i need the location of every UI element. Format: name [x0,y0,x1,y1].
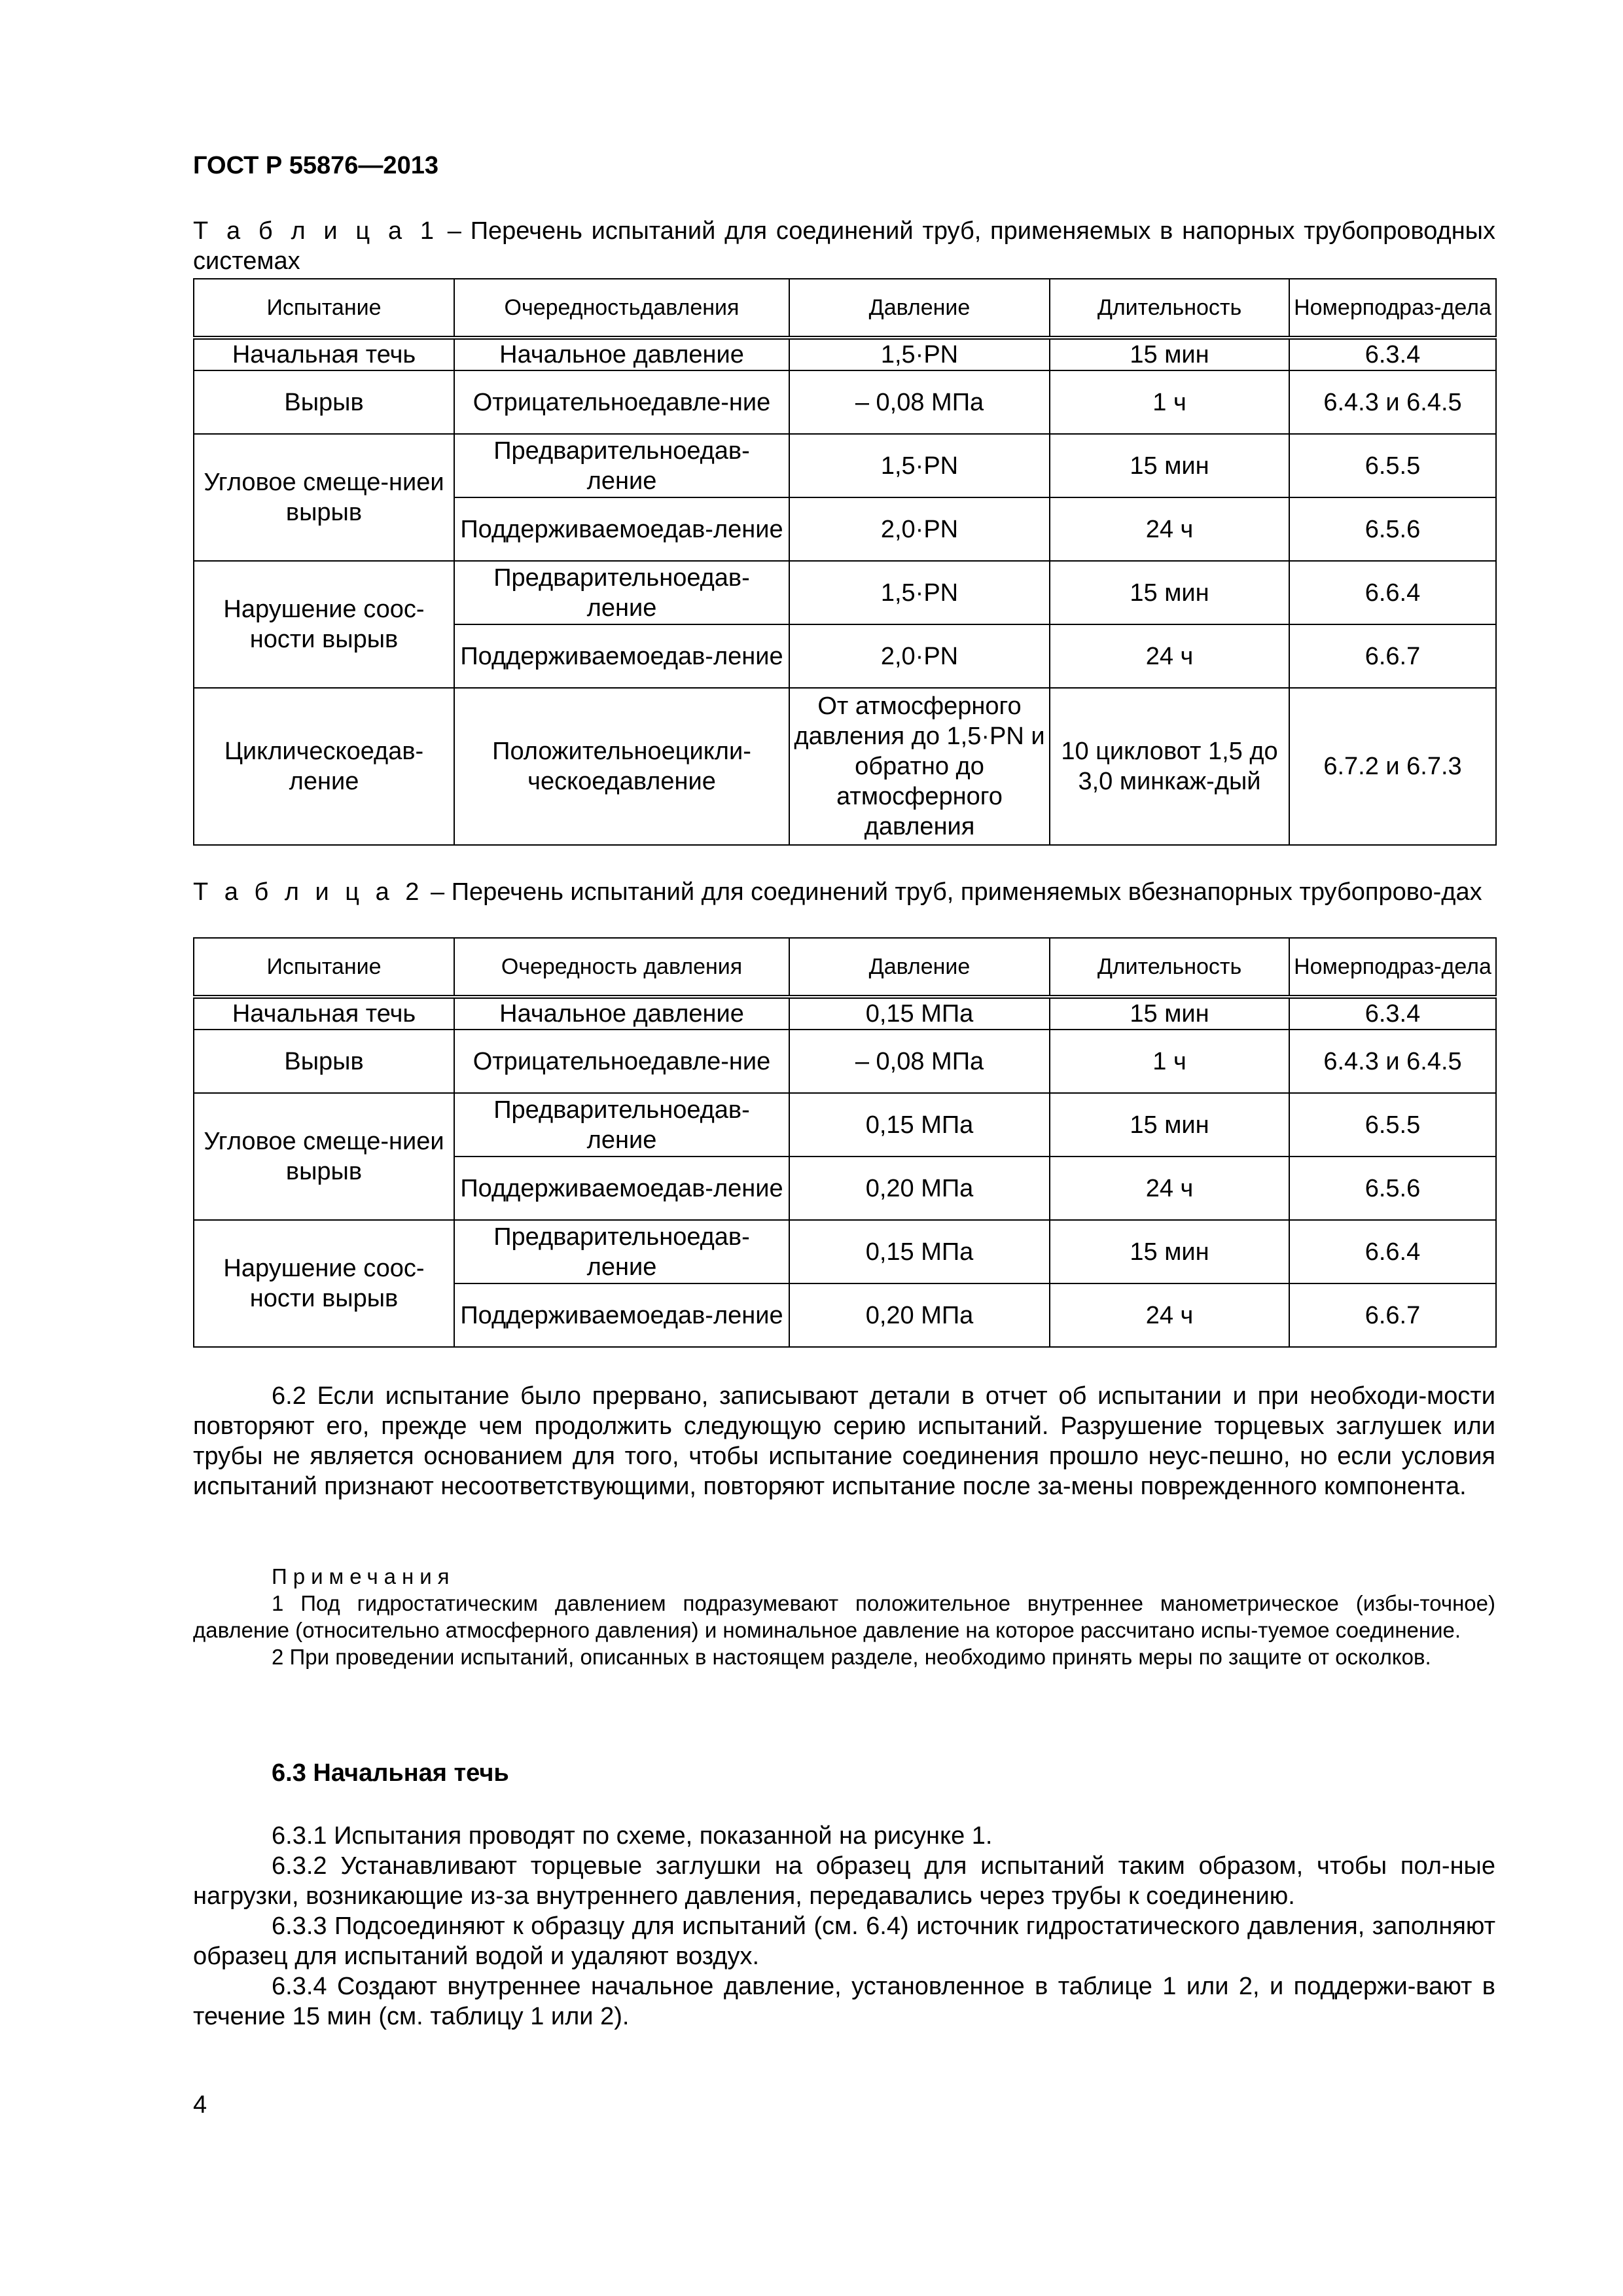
cell-test: Вырыв [194,370,454,434]
cell-test: Нарушение соос-ности вырыв [194,1220,454,1347]
cell-pressure: 0,20 МПа [789,1157,1050,1220]
table-row [194,688,1496,845]
paragraph-6-3-4: 6.3.4 Создают внутреннее начальное давление, установленное в таблице 1 или 2, и поддержи-вают в течение 15 мин (см. таблицу 1 или 2). [193,1973,1495,2030]
notes-block [193,1563,1495,1670]
cell-pressure: 1,5·PN [789,338,1050,370]
cell-order: Начальное давление [454,997,789,1030]
column-header: Длительность [1050,938,1289,997]
table1-caption-text: – Перечень испытаний для соединений труб, применяемых в напорных трубопроводных системах [193,217,1495,275]
cell-pressure: 0,20 МПа [789,1283,1050,1347]
table-row [194,1220,1496,1283]
cell-pressure: 2,0·PN [789,497,1050,561]
cell-duration: 15 мин [1050,1093,1289,1157]
cell-test: Начальная течь [194,338,454,370]
table1-caption-label: Т а б л и ц а 1 [193,217,439,245]
table2-caption-label: Т а б л и ц а 2 [193,878,424,906]
column-header: Давление [789,938,1050,997]
column-header: Очередностьдавления [454,279,789,338]
table1-caption [193,216,1495,276]
cell-order: Предварительноедав-ление [454,1220,789,1283]
cell-duration: 24 ч [1050,624,1289,688]
cell-section: 6.6.7 [1289,624,1496,688]
note-1: 1 Под гидростатическим давлением подразумевают положительное внутреннее манометрическое (избы-точное) давление (относительно атмосферного давления) и номинальное давление на которое рассчитано испы-туемое соединение. [193,1591,1495,1642]
cell-order: Поддерживаемоедав-ление [454,497,789,561]
cell-test: Начальная течь [194,997,454,1030]
paragraph-6-3-3: 6.3.3 Подсоединяют к образцу для испытаний (см. 6.4) источник гидростатического давления, заполняют образец для испытаний водой и удаляют воздух. [193,1912,1495,1970]
cell-section: 6.3.4 [1289,338,1496,370]
cell-pressure: От атмосферного давления до 1,5·PN и обратно до атмосферного давления [789,688,1050,845]
cell-order: Начальное давление [454,338,789,370]
table2-caption [193,877,1495,907]
section-heading-6-3: 6.3 Начальная течь [272,1759,509,1787]
page-number: 4 [193,2091,207,2119]
cell-duration: 15 мин [1050,338,1289,370]
table-row [194,1030,1496,1093]
cell-duration: 24 ч [1050,497,1289,561]
cell-order: Поддерживаемоедав-ление [454,1157,789,1220]
cell-section: 6.6.7 [1289,1283,1496,1347]
cell-section: 6.5.6 [1289,1157,1496,1220]
document-id-header: ГОСТ Р 55876—2013 [193,152,438,179]
cell-test: Угловое смеще-ниеи вырыв [194,434,454,561]
table-row [194,561,1496,624]
cell-order: Предварительноедав-ление [454,561,789,624]
column-header: Испытание [194,279,454,338]
cell-section: 6.4.3 и 6.4.5 [1289,1030,1496,1093]
column-header: Длительность [1050,279,1289,338]
cell-section: 6.6.4 [1289,561,1496,624]
cell-duration: 24 ч [1050,1157,1289,1220]
cell-test: Угловое смеще-ниеи вырыв [194,1093,454,1220]
cell-duration: 15 мин [1050,1220,1289,1283]
cell-duration: 15 мин [1050,561,1289,624]
column-header: Номерподраз-дела [1289,938,1496,997]
cell-order: Положительноецикли-ческоедавление [454,688,789,845]
cell-duration: 1 ч [1050,1030,1289,1093]
table1 [193,278,1497,846]
column-header: Очередность давления [454,938,789,997]
table-header-row [194,279,1496,338]
cell-duration: 15 мин [1050,997,1289,1030]
cell-order: Поддерживаемоедав-ление [454,624,789,688]
note-2: 2 При проведении испытаний, описанных в настоящем разделе, необходимо принять меры по защите от осколков. [272,1645,1431,1669]
cell-order: Предварительноедав-ление [454,1093,789,1157]
column-header: Номерподраз-дела [1289,279,1496,338]
cell-pressure: – 0,08 МПа [789,370,1050,434]
cell-section: 6.7.2 и 6.7.3 [1289,688,1496,845]
cell-order: Отрицательноедавле-ние [454,370,789,434]
paragraph-6-2 [193,1381,1495,1501]
cell-test: Циклическоедав-ление [194,688,454,845]
cell-order: Предварительноедав-ление [454,434,789,497]
column-header: Давление [789,279,1050,338]
cell-pressure: 1,5·PN [789,434,1050,497]
paragraph-text: 6.2 Если испытание было прервано, записывают детали в отчет об испытании и при необходи-мости повторяют его, прежде чем продолжить следующую серию испытаний. Разрушение торцевых заглушек или трубы не является основанием для того, чтобы испытание соединения прошло неус-пешно, но если условия испытаний признают несоответствующими, повторяют испытание после за-мены поврежденного компонента. [193,1382,1495,1500]
cell-duration: 10 цикловот 1,5 до 3,0 минкаж-дый [1050,688,1289,845]
cell-pressure: 0,15 МПа [789,1093,1050,1157]
column-header: Испытание [194,938,454,997]
table-row [194,338,1496,370]
table-row [194,1093,1496,1157]
paragraph-6-3-2: 6.3.2 Устанавливают торцевые заглушки на образец для испытаний таким образом, чтобы пол-ные нагрузки, возникающие из-за внутреннего давления, передавались через трубы к соединению. [193,1852,1495,1910]
cell-pressure: – 0,08 МПа [789,1030,1050,1093]
cell-duration: 15 мин [1050,434,1289,497]
table-header-row [194,938,1496,997]
cell-order: Поддерживаемоедав-ление [454,1283,789,1347]
cell-section: 6.3.4 [1289,997,1496,1030]
table-row [194,370,1496,434]
cell-duration: 24 ч [1050,1283,1289,1347]
cell-section: 6.5.6 [1289,497,1496,561]
table-row [194,434,1496,497]
cell-duration: 1 ч [1050,370,1289,434]
cell-section: 6.5.5 [1289,1093,1496,1157]
cell-section: 6.4.3 и 6.4.5 [1289,370,1496,434]
section-6-3-body [193,1821,1495,2032]
table2 [193,937,1497,1348]
notes-title: Примечания [272,1564,455,1588]
cell-order: Отрицательноедавле-ние [454,1030,789,1093]
cell-test: Нарушение соос-ности вырыв [194,561,454,688]
cell-test: Вырыв [194,1030,454,1093]
paragraph-6-3-1: 6.3.1 Испытания проводят по схеме, показанной на рисунке 1. [272,1822,993,1850]
cell-pressure: 2,0·PN [789,624,1050,688]
cell-pressure: 0,15 МПа [789,997,1050,1030]
cell-pressure: 0,15 МПа [789,1220,1050,1283]
table2-caption-text: – Перечень испытаний для соединений труб, применяемых вбезнапорных трубопрово-дах [423,878,1482,906]
cell-pressure: 1,5·PN [789,561,1050,624]
table-row [194,997,1496,1030]
cell-section: 6.6.4 [1289,1220,1496,1283]
cell-section: 6.5.5 [1289,434,1496,497]
